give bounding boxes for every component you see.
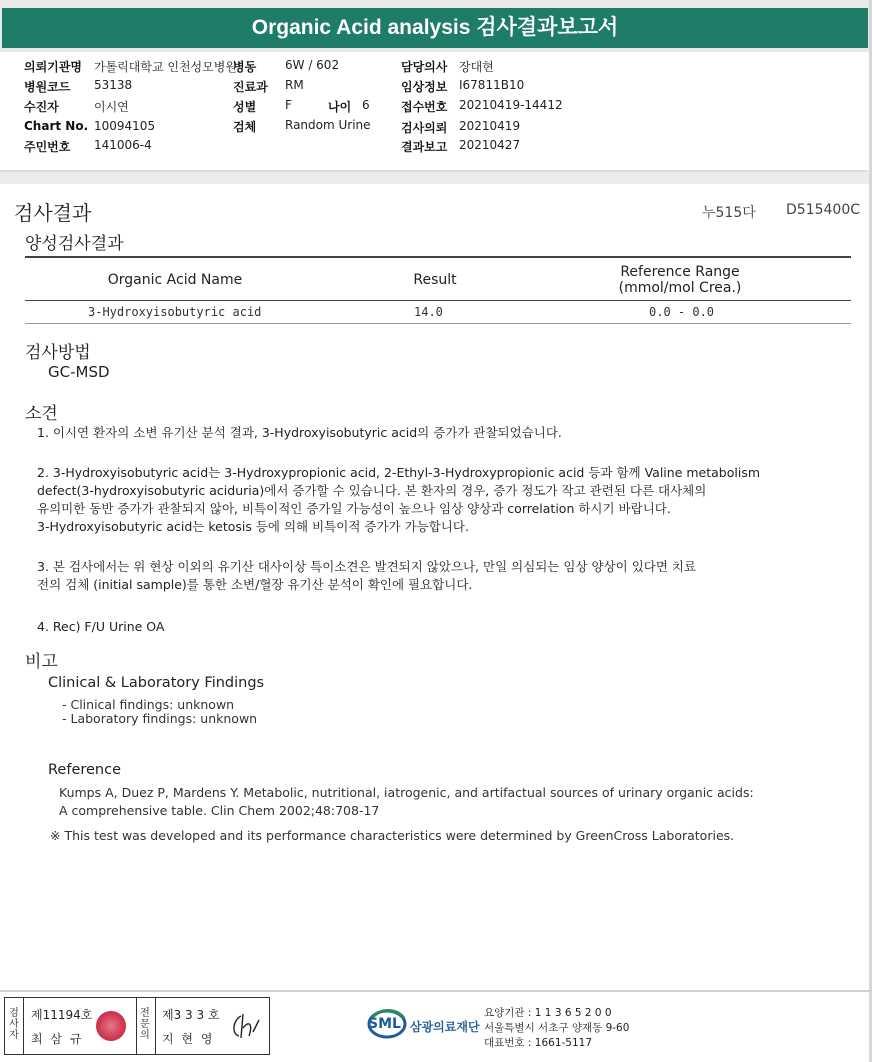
finding-2-line: 2. 3-Hydroxyisobutyric acid는 3-Hydroxypropionic acid, 2-Ethyl-3-Hydroxypropionic acid 등과 함께 Valine metabolism [37, 465, 761, 480]
sig-divider [23, 998, 24, 1054]
value-clinical-info: I67811B10 [459, 78, 525, 92]
report-title: Organic Acid analysis 검사결과보고서 [2, 8, 868, 48]
label-clinical-info: 임상정보 [401, 80, 448, 94]
col-header-result: Result [413, 272, 457, 288]
org-contact-line: 대표번호 : 1661-5117 [484, 1037, 593, 1049]
sig1-vlabel-char: 사 [9, 1019, 19, 1030]
reference-line: Kumps A, Duez P, Mardens Y. Metabolic, nutritional, iatrogenic, and artifactual sources of urinary organic acids: [59, 785, 754, 800]
value-chart-no: 10094105 [94, 119, 156, 133]
label-hospital-code: 병원코드 [24, 80, 71, 94]
col-header-name: Organic Acid Name [107, 272, 243, 288]
results-heading: 검사결과 [14, 201, 92, 225]
logo-text: SML [368, 1016, 401, 1032]
sig2-vlabel-char: 전 [140, 1008, 150, 1019]
value-id-number: 141006-4 [94, 138, 152, 152]
value-report-date: 20210427 [459, 138, 521, 152]
result-code-2: D515400C [786, 202, 860, 218]
seal-stamp-icon [96, 1011, 126, 1041]
label-sex: 성별 [233, 100, 257, 114]
value-specimen: Random Urine [285, 118, 371, 132]
sig2-vertical-label [138, 1008, 152, 1041]
sig2-license-number: 제3 3 3 호 [162, 1008, 220, 1022]
table-bottom-rule [25, 323, 851, 324]
label-report-date: 결과보고 [401, 140, 448, 154]
label-age: 나이 [328, 100, 352, 114]
method-heading: 검사방법 [25, 343, 91, 363]
footer-rule [0, 990, 872, 992]
value-patient: 이시연 [94, 100, 129, 114]
label-receipt-no: 접수번호 [401, 100, 448, 114]
finding-4: 4. Rec) F/U Urine OA [37, 619, 165, 634]
table-header-rule [25, 300, 851, 301]
label-department: 진료과 [233, 80, 268, 94]
finding-2-line: 3-Hydroxyisobutyric acid는 ketosis 등에 의해 비특이적 증가가 가능합니다. [37, 519, 469, 534]
remarks-heading: 비고 [25, 652, 58, 672]
value-age: 6 [362, 98, 370, 112]
value-physician: 장대현 [459, 60, 494, 74]
label-physician: 담당의사 [401, 60, 448, 74]
reference-text [59, 784, 754, 820]
label-institution: 의뢰기관명 [24, 60, 82, 74]
sig1-license-number: 제11194호 [31, 1008, 93, 1022]
value-request-date: 20210419 [459, 119, 521, 133]
label-request-date: 검사의뢰 [401, 121, 448, 135]
positive-results-heading: 양성검사결과 [25, 234, 124, 254]
finding-2-line: defect(3-hydroxyisobutyric aciduria)에서 증가할 수 있습니다. 본 환자의 경우, 증가 정도가 작고 관련된 다른 대사체의 [37, 483, 707, 498]
value-sex: F [285, 98, 292, 112]
list-item: - Clinical findings: unknown [62, 697, 235, 712]
section-divider [0, 172, 872, 184]
cell-reference-range: 0.0 - 0.0 [649, 305, 715, 319]
handwritten-signature-icon [227, 1010, 263, 1042]
org-contact [484, 1006, 629, 1051]
org-name: 삼광의료재단 [410, 1020, 480, 1034]
label-specimen: 검체 [233, 120, 257, 134]
cell-result: 14.0 [414, 305, 443, 319]
col-header-unit: (mmol/mol Crea.) [618, 280, 742, 296]
label-ward: 병동 [233, 60, 257, 74]
finding-3-line: 3. 본 검사에서는 위 현상 이외의 유기산 대사이상 특이소견은 발견되지 않았으나, 만일 의심되는 임상 양상이 있다면 치료 [37, 559, 697, 574]
org-contact-line: 서울특별시 서초구 양재동 9-60 [484, 1022, 630, 1034]
value-department: RM [285, 78, 304, 92]
value-ward: 6W / 602 [285, 58, 340, 72]
sig1-vertical-label [7, 1008, 21, 1041]
sig-divider [136, 998, 137, 1054]
reference-line: A comprehensive table. Clin Chem 2002;48:708-17 [59, 803, 380, 818]
finding-2-line: 유의미한 동반 증가가 관찰되지 않아, 비특이적인 증가일 가능성이 높으나 임상 양상과 correlation 하시기 바랍니다. [37, 501, 671, 516]
label-id-number: 주민번호 [24, 140, 71, 154]
sig-divider [155, 998, 156, 1054]
patient-info-panel [0, 52, 868, 172]
sig2-vlabel-char: 의 [140, 1030, 150, 1041]
disclaimer-note: ※ This test was developed and its performance characteristics were determined by GreenCross Laboratories. [50, 828, 735, 843]
result-code-1: 누515다 [702, 205, 756, 221]
method-value: GC-MSD [48, 363, 110, 381]
sml-logo [366, 1004, 480, 1044]
finding-3 [37, 558, 696, 594]
table-top-rule [25, 256, 851, 258]
sig2-vlabel-char: 문 [140, 1019, 150, 1030]
label-patient: 수진자 [24, 100, 59, 114]
clinical-findings-heading: Clinical & Laboratory Findings [48, 675, 265, 691]
sig1-name: 최 삼 규 [31, 1032, 84, 1046]
list-item: - Laboratory findings: unknown [62, 711, 258, 726]
signature-box [4, 997, 270, 1055]
value-hospital-code: 53138 [94, 78, 133, 92]
findings-heading: 소견 [25, 404, 58, 424]
clinical-findings-list [62, 698, 257, 726]
col-header-reference: Reference Range [620, 264, 740, 280]
finding-1: 1. 이시연 환자의 소변 유기산 분석 결과, 3-Hydroxyisobutyric acid의 증가가 관찰되었습니다. [37, 425, 562, 440]
sig1-vlabel-char: 자 [9, 1030, 19, 1041]
label-chart-no: Chart No. [24, 119, 89, 133]
finding-2 [37, 464, 760, 536]
cell-acid-name: 3-Hydroxyisobutyric acid [88, 305, 262, 319]
value-institution: 가톨릭대학교 인천성모병원 [94, 60, 237, 74]
sig2-name: 지 현 영 [162, 1032, 215, 1046]
org-contact-line: 요양기관 : 1 1 3 6 5 2 0 0 [484, 1007, 612, 1019]
value-receipt-no: 20210419-14412 [459, 98, 563, 112]
finding-3-line: 전의 검체 (initial sample)를 통한 소변/혈장 유기산 분석이 확인에 필요합니다. [37, 577, 473, 592]
sig1-vlabel-char: 검 [9, 1008, 19, 1019]
reference-heading: Reference [48, 762, 122, 778]
